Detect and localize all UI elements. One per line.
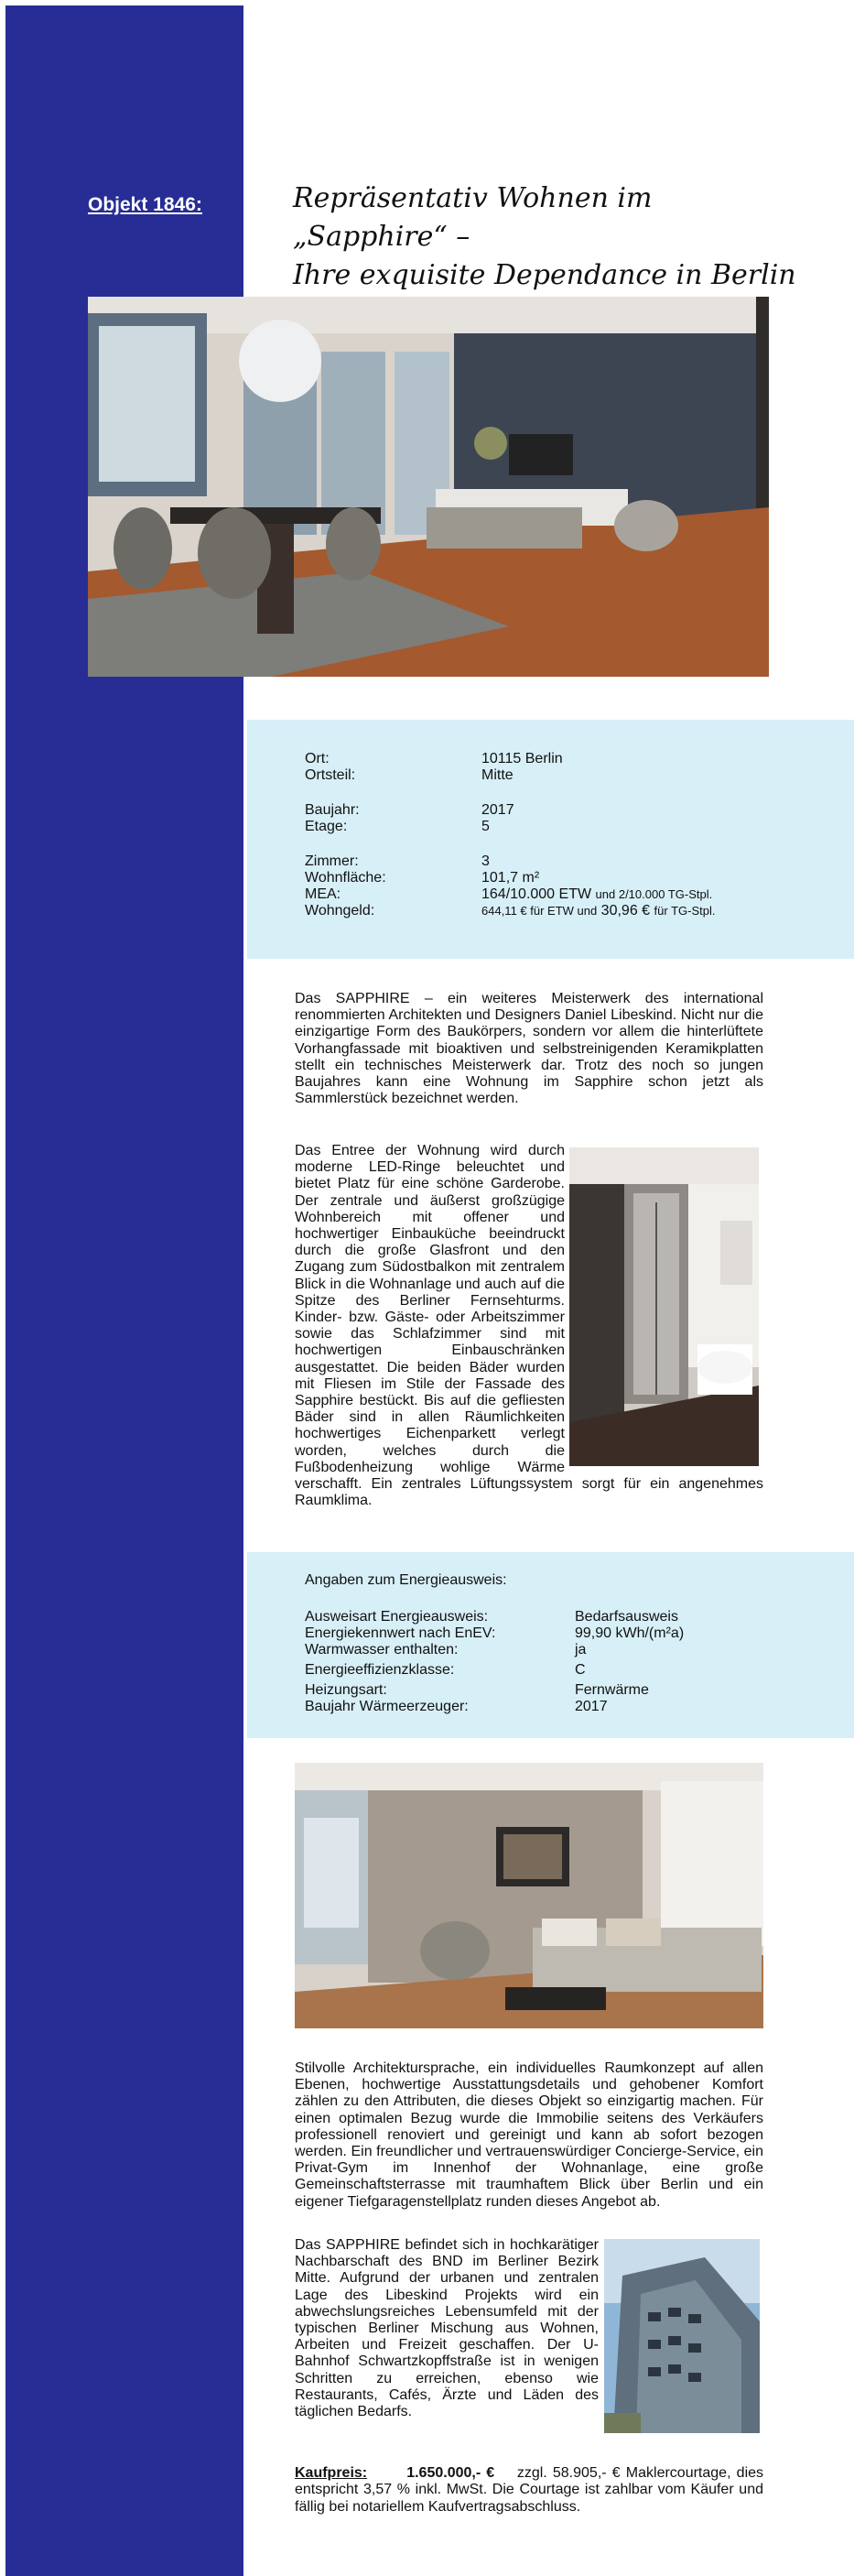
location-paragraph-float [599,2237,763,2429]
features-paragraph: Stilvolle Architektursprache, ein individuelles Raumkonzept auf allen Ebenen, hochwertige Ausstattungsdetails und gehobener Komfort zählen zu den Attributen, die dieses Objekt so einzigartig machen. Für einen optimalen Bezug wurde die Immobilie seitens des Verkäufers professionell renoviert und gereinigt und kann ab sofort bezogen werden. Ein freundlicher und vertrauenswürdiger Concierge-Service, ein Privat-Gym im Innenhof der Wohnanlage, eine große Gemeinschaftsterrasse mit traumhaftem Blick über Berlin und ein eigener Tiefgaragenstellplatz runden dieses Angebot ab. [295,2060,763,2210]
energy-panel [247,1552,854,1738]
etage-value: 5 [481,819,490,834]
wohngeld-value-etw: 644,11 € für ETW und [481,904,598,918]
hero-image [88,297,769,677]
ort-label: Ort: [305,751,330,766]
wohnflaeche-label: Wohnfläche: [305,870,386,886]
mea-value-small: und 2/10.000 TG-Stpl. [595,887,713,901]
apartment-paragraph-text: Das Entree der Wohnung wird durch moderne LED-Ringe beleuchtet und bietet Platz für eine schöne Garderobe. Der zentrale und äußerst großzügige Wohnbereich mit offener und hochwertiger Einbauküche beeindruckt durch die große Glasfront und den Zugang zum Südostbalkon mit zentralem Blick in die Wohnanlage und auch auf die Spitze des Berliner Fernsehturms. Kinder- bzw. Gäste- oder Arbeitszimmer sowie das Schlafzimmer sind mit hochwertigen Einbauschränken ausgestattet. Die beiden Bäder wurden mit Fliesen im Stile der Fassade des Sapphire bestückt. Bis auf die gefliesten Bäder sind in allen Räumlichkeiten hochwertiges Eichenparkett verlegt worden, welches durch die Fußbodenheizung wohlige Wärme verschafft. Ein zentrales Lüftungssystem sorgt für ein angenehmes Raumklima. [295,1143,763,1509]
energy-label-baujahr: Baujahr Wärmeerzeuger: [305,1699,469,1714]
energy-value-klasse: C [575,1662,586,1678]
wohnflaeche-value: 101,7 m² [481,870,540,886]
energy-label-kennwert: Energiekennwert nach EnEV: [305,1625,496,1641]
price-label: Kaufpreis: [295,2465,368,2481]
mea-value-main: 164/10.000 ETW [481,886,592,902]
mea-value [481,886,712,903]
price-details: zzgl. 58.905,- € Maklercourtage, dies entspricht 3,57 % inkl. MwSt. Die Courtage ist zahlbar vom Käufer und fällig bei notariellem Kaufvertragsabschluss. [295,2465,764,2515]
energy-value-kennwert: 99,90 kWh/(m²a) [575,1625,685,1641]
facts-panel [247,720,854,959]
title-line-2: Ihre exquisite Dependance in Berlin [293,259,796,291]
apartment-paragraph [295,1143,763,1509]
title-line-1: Repräsentativ Wohnen im „Sapphire“ – [293,182,653,253]
ortsteil-label: Ortsteil: [305,767,356,783]
mea-label: MEA: [305,886,341,902]
ortsteil-value: Mitte [481,767,513,783]
location-paragraph-text: Das SAPPHIRE befindet sich in hochkarätiger Nachbarschaft des BND im Berliner Bezirk Mitte. Aufgrund der urbanen und zentralen Lage des Libeskind Projekts wird ein abwechslungsreiches Lebensumfeld mit der typischen Berliner Mischung aus Wohnen, Arbeiten und Freizeit geschaffen. Der U-Bahnhof Schwartzkopffstraße ist in wenigen Schritten zu erreichen, ebenso wie Restaurants, Cafés, Ärzte und Läden des täglichen Bedarfs. [295,2237,599,2420]
wohngeld-value [481,903,715,919]
energy-value-baujahr: 2017 [575,1699,608,1714]
zimmer-value: 3 [481,853,490,869]
energy-label-heizung: Heizungsart: [305,1682,387,1698]
price-section [295,2465,763,2516]
energy-label-warmwasser: Warmwasser enthalten: [305,1642,459,1658]
baujahr-value: 2017 [481,802,514,818]
wohngeld-value-tg: 30,96 € [600,903,651,918]
wohngeld-value-tg-suffix: für TG-Stpl. [654,904,716,918]
zimmer-label: Zimmer: [305,853,359,869]
objekt-number: Objekt 1846: [88,194,202,215]
etage-label: Etage: [305,819,348,834]
energy-label-klasse: Energieeffizienzklasse: [305,1662,455,1678]
energy-heading: Angaben zum Energieausweis: [305,1572,507,1588]
living-room-image [295,1763,763,2028]
energy-value-ausweisart: Bedarfsausweis [575,1609,678,1625]
location-paragraph [295,2237,763,2429]
energy-value-heizung: Fernwärme [575,1682,649,1698]
energy-label-ausweisart: Ausweisart Energieausweis: [305,1609,489,1625]
energy-value-warmwasser: ja [575,1642,587,1658]
price-value: 1.650.000,- € [406,2465,495,2481]
wohngeld-label: Wohngeld: [305,903,375,918]
intro-paragraph: Das SAPPHIRE – ein weiteres Meisterwerk des international renommierten Architekten und Designers Daniel Libeskind. Nicht nur die einzigartige Form des Baukörpers, sondern vor allem die hinterlüftete Vorhangfassade mit bioaktiven und selbstreinigenden Keramikplatten stellt ein technisches Meisterwerk dar. Trotz des noch so jungen Baujahres kann eine Wohnung im Sapphire schon jetzt als Sammlerstück bezeichnet werden. [295,991,763,1107]
apartment-paragraph-float [565,1143,763,1463]
ort-value: 10115 Berlin [481,751,563,766]
baujahr-label: Baujahr: [305,802,360,818]
